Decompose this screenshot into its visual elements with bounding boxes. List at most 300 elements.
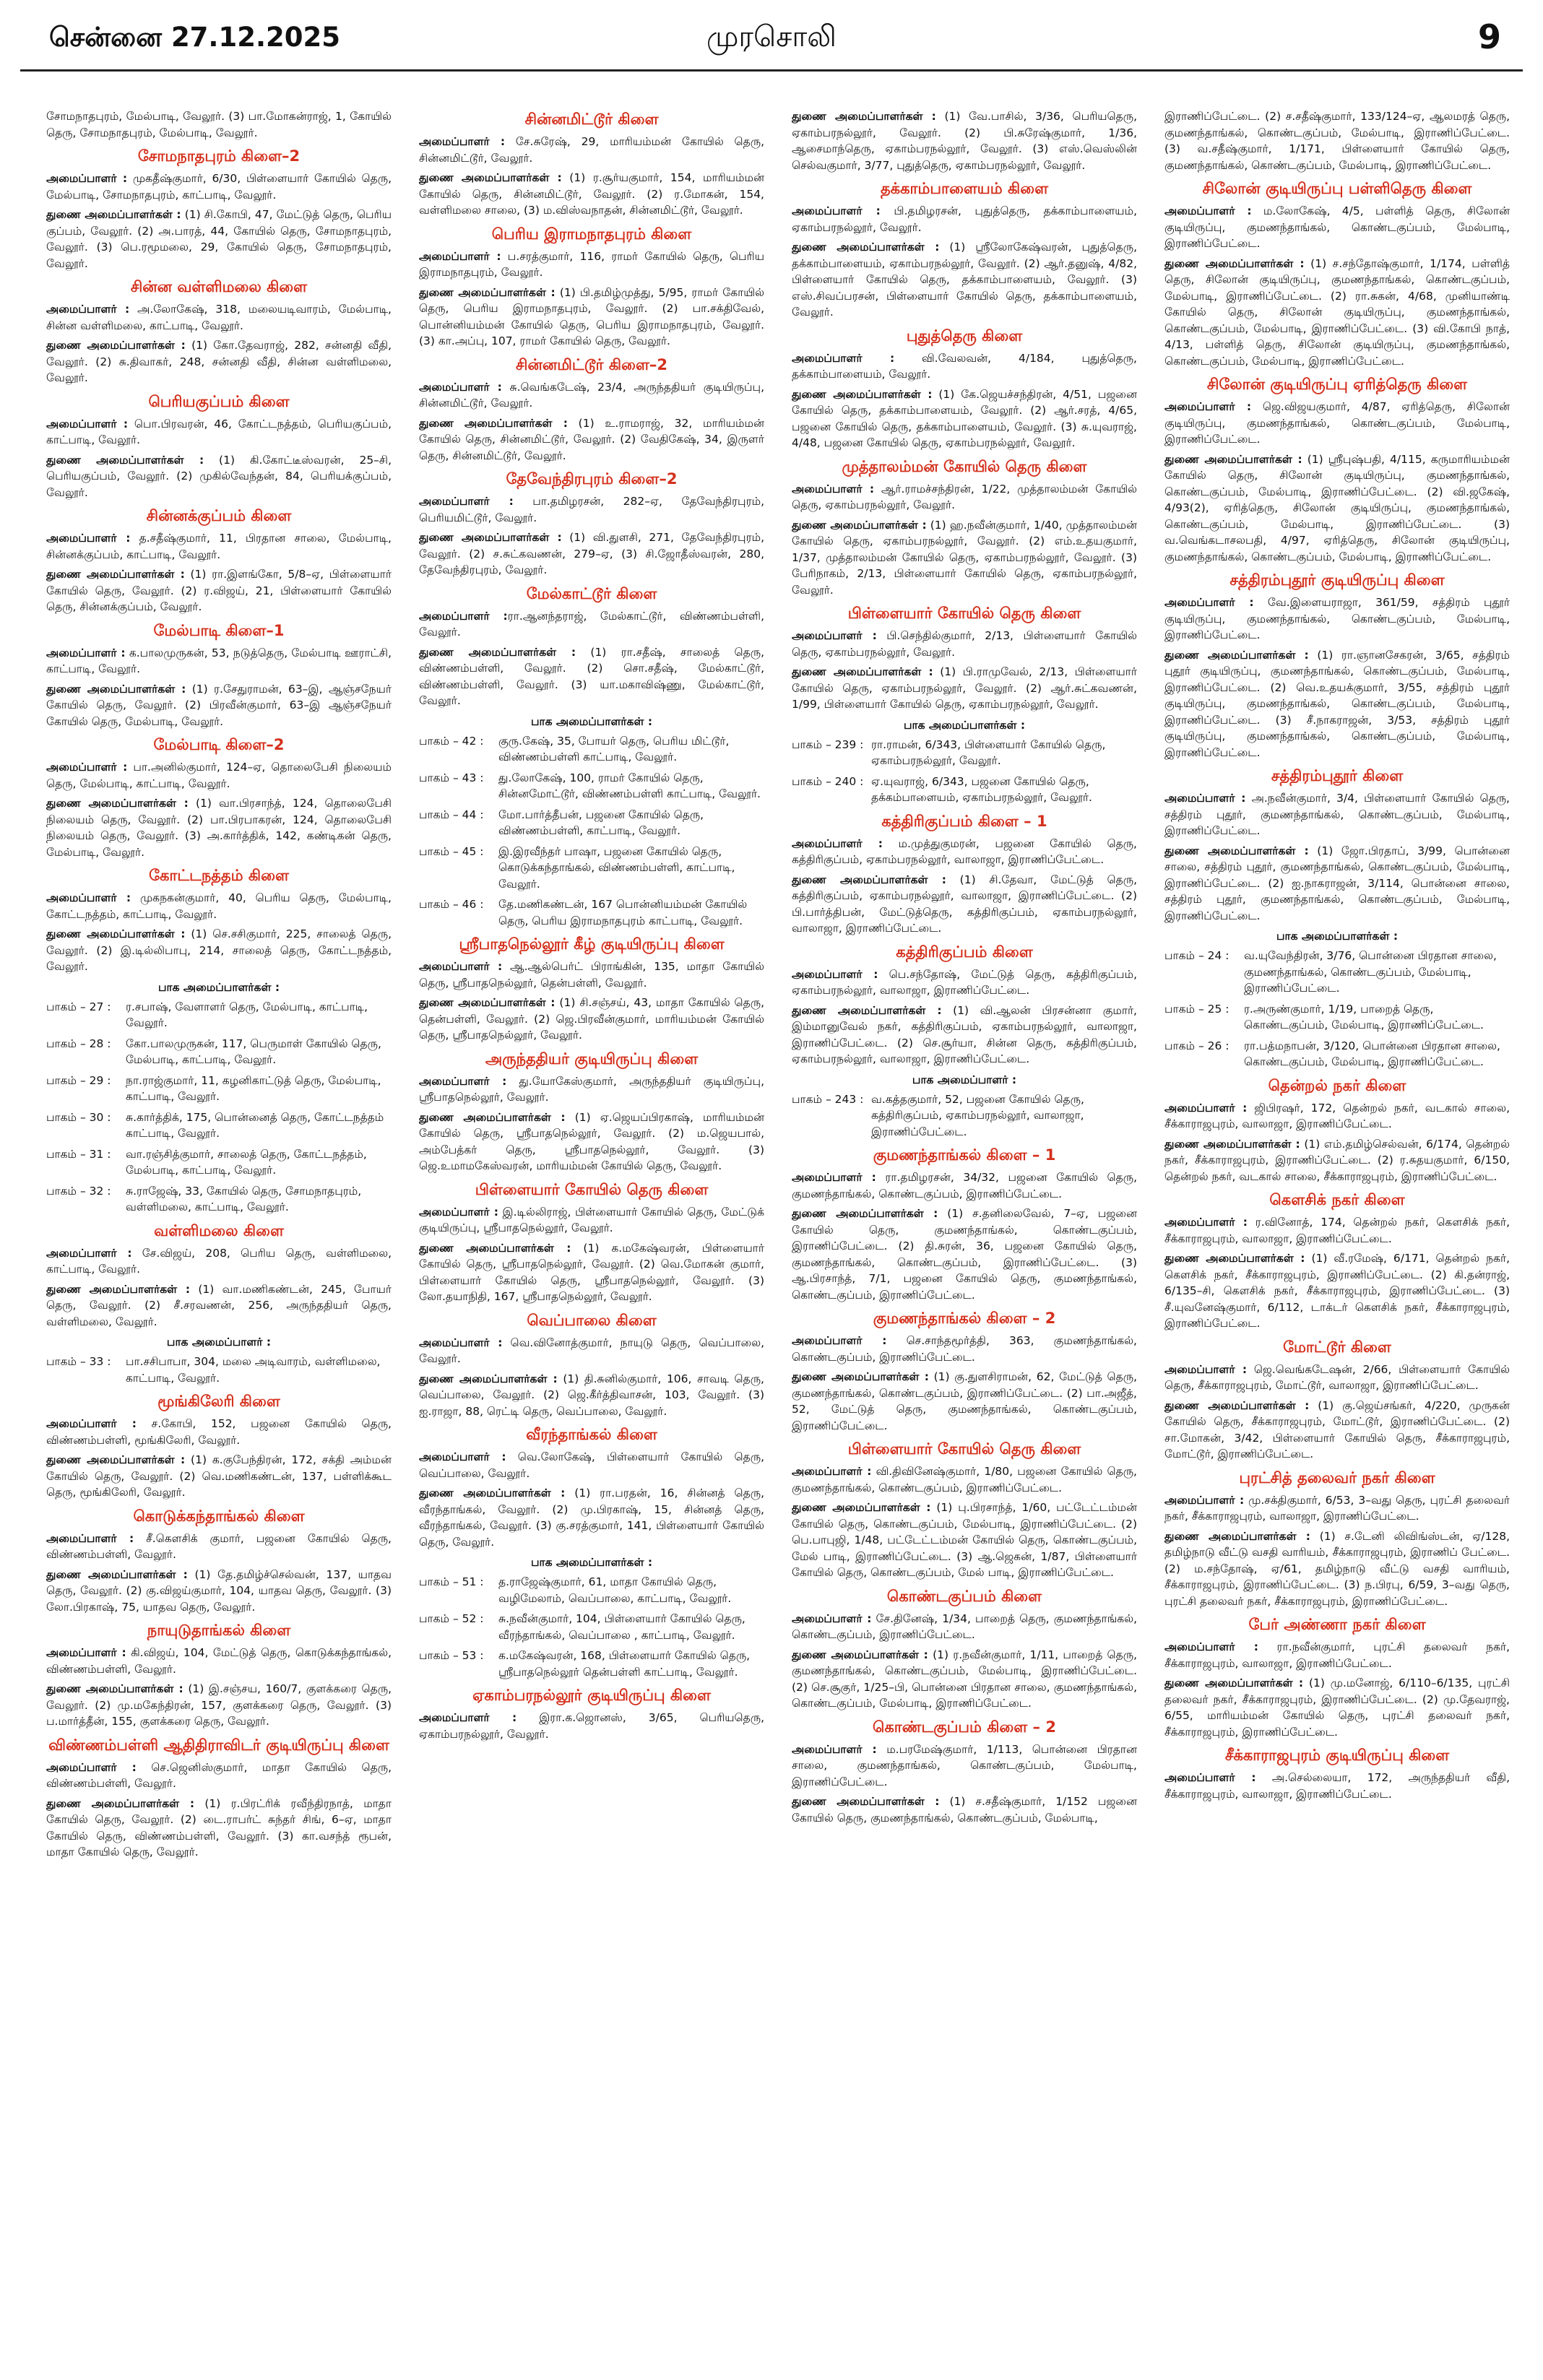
branch-section xyxy=(792,179,1137,321)
branch-section xyxy=(1164,1338,1510,1463)
booth-row xyxy=(46,1109,392,1142)
branch-section xyxy=(419,355,764,464)
branch-title: ஸ்ரீபாதநெல்லூர் கீழ் குடியிருப்பு கிளை xyxy=(459,935,725,953)
member-entry xyxy=(46,890,392,922)
branch-section xyxy=(46,621,392,730)
branch-section xyxy=(1164,766,1510,1070)
member-entry xyxy=(792,1169,1137,1202)
branch-section xyxy=(792,1440,1137,1581)
member-details: (1) ரா.இளங்கோ, 5/8–ஏ, பிள்ளையார் கோயில் தெரு, வேலூர். (2) ர.விஜய், 21, பிள்ளையார் கோயில் தெரு, சின்னக்குப்பம், வேலூர். xyxy=(46,568,392,613)
role-label: அமைப்பாளர் : xyxy=(792,1171,876,1184)
role-label: அமைப்பாளர் : xyxy=(46,1417,137,1430)
member-details: (1) ரா.ஞானசேகரன், 3/65, சத்திரம் புதூர் குடியிருப்பு, குமணந்தாங்கல், கொண்டகுப்பம், மேல்பாடி, இராணிப்பேட்டை. (2) வெ.உதயக்குமார், 3/55, சத்திரம் புதூர் குடியிருப்பு, குமணந்தாங்கல், கொண்டகுப்பம், மேல்பாடி, இராணிப்பேட்டை. (3) சீ.நாகராஜன், 3/53, சத்திரம் புதூர் குடியிருப்பு, குமணந்தாங்கல், கொண்டகுப்பம், மேல்பாடி, இராணிப்பேட்டை. xyxy=(1164,648,1510,759)
branch-title: வெப்பாலை கிளை xyxy=(527,1311,657,1329)
booth-organisers-heading: பாக அமைப்பாளர்கள் : xyxy=(530,1556,653,1569)
role-label: துணை அமைப்பாளர்கள் : xyxy=(792,387,933,401)
member-entry xyxy=(792,628,1137,660)
role-label: அமைப்பாளர் : xyxy=(1164,1216,1248,1229)
branch-section xyxy=(419,1686,764,1742)
role-label: துணை அமைப்பாளர்கள் : xyxy=(1164,1529,1310,1543)
branch-section xyxy=(792,1718,1137,1827)
role-label: துணை அமைப்பாளர்கள் : xyxy=(46,682,186,696)
role-label: அமைப்பாளர் : xyxy=(1164,596,1254,609)
member-entry xyxy=(419,1204,764,1237)
member-details: (1) ச.தனிலைவேல், 7–ஏ, பஜனை கோயில் தெரு, குமணந்தாங்கல், கொண்டகுப்பம், இராணிப்பேட்டை. (2) தி.சுரன், 36, பஜனை கோயில் தெரு, குமணந்தாங்கல், கொண்டகுப்பம், இராணிப்பேட்டை. (3) ஆ.பிரசாந்த், 7/1, பஜனை கோயில் தெரு, குமணந்தாங்கல், கொண்டகுப்பம், இராணிப்பேட்டை. xyxy=(792,1207,1137,1302)
booth-row xyxy=(419,896,764,929)
member-entry xyxy=(1164,1398,1510,1463)
branch-title: கொண்டகுப்பம் கிளை – 2 xyxy=(873,1718,1056,1736)
role-label: துணை அமைப்பாளர்கள் : xyxy=(419,645,576,659)
member-entry xyxy=(46,1452,392,1501)
member-entry xyxy=(46,1281,392,1330)
role-label: துணை அமைப்பாளர்கள் : xyxy=(419,531,562,544)
member-details: (1) கு.ஜெய்சங்கர், 4/220, முருகன் கோயில் தெரு, சீக்காராஜபுரம், மோட்டூர், இராணிப்பேட்டை. (2) சா.மோகன், 3/42, பிள்ளையார் கோயில் தெரு, சீக்காராஜபுரம், மோட்டூர், இராணிப்பேட்டை. xyxy=(1164,1398,1510,1461)
branch-title: சீக்காராஜபுரம் குடியிருப்பு கிளை xyxy=(1224,1747,1450,1764)
member-details: (1) சி.கோபி, 47, மேட்டுத் தெரு, பெரிய குப்பம், வேலூர். (2) அ.பாரத், 44, கோயில் தெரு, சோமநாதபுரம், வேலூர். (3) பெ.ரமூமலை, 29, கோயில் தெரு, சோமநாதபுரம், வேலூர். xyxy=(46,208,392,270)
role-label: துணை அமைப்பாளர்கள் : xyxy=(792,1370,929,1383)
member-entry xyxy=(46,759,392,792)
member-entry xyxy=(792,481,1137,514)
role-label: துணை அமைப்பாளர்கள் : xyxy=(419,1372,558,1385)
member-entry xyxy=(419,1449,764,1481)
member-details: (1) ஸ்ரீபுஷ்பதி, 4/115, கருமாரியம்மன் கோயில் தெரு, சிலோன் குடியிருப்பு, குமணந்தாங்கல், கொண்டகுப்பம், மேல்பாடி, இராணிப்பேட்டை. (2) வி.ஜகேஷ், 4/93(2), ஏரித்தெரு, சிலோன் குடியிருப்பு, குமணந்தாங்கல், கொண்டகுப்பம், மேல்பாடி, இராணிப்பேட்டை. (3) வ.வெங்கடாசலபதி, 4/97, ஏரித்தெரு, சிலோன் குடியிருப்பு, குமணந்தாங்கல், கொண்டகுப்பம், மேல்பாடி, இராணிப்பேட்டை. xyxy=(1164,452,1510,563)
booth-row xyxy=(1164,1038,1510,1070)
member-details: ப.சரத்குமார், 116, ராமர் கோயில் தெரு, பெரிய இராமநாதபுரம், வேலூர். xyxy=(419,249,764,279)
member-entry xyxy=(419,1335,764,1367)
branch-title: சின்ன வள்ளிமலை கிளை xyxy=(130,278,308,295)
booth-organisers-heading: பாக அமைப்பாளர்கள் : xyxy=(903,718,1026,732)
member-entry xyxy=(1164,256,1510,370)
branch-section xyxy=(1164,375,1510,565)
booth-organiser: ரா.ராமன், 6/343, பிள்ளையார் கோயில் தெரு, ஏகாம்பரநல்லூர், வேலூர். xyxy=(871,737,1106,767)
role-label: துணை அமைப்பாளர்கள் : xyxy=(792,665,933,678)
member-details: சே.விஜய், 208, பெரிய தெரு, வள்ளிமலை, காட்பாடி, வேலூர். xyxy=(46,1246,392,1276)
booth-number: பாகம் – 32 : xyxy=(46,1184,111,1198)
member-details: வி.வேலவன், 4/184, புதுத்தெரு, தக்காம்பாளையம், வேலூர். xyxy=(792,351,1137,381)
member-entry xyxy=(792,1500,1137,1581)
member-entry xyxy=(792,517,1137,599)
member-entry xyxy=(1164,1528,1510,1610)
branch-title: கொடுக்கந்தாங்கல் கிளை xyxy=(133,1507,305,1525)
member-entry xyxy=(1164,108,1510,173)
member-entry xyxy=(46,337,392,386)
member-entry xyxy=(46,795,392,860)
role-label: துணை அமைப்பாளர்கள் : xyxy=(46,208,181,221)
booth-organiser: ர.சபாஷ், வேளாளர் தெரு, மேல்பாடி, காட்பாடி, வேலூர். xyxy=(126,1000,368,1029)
member-entry xyxy=(792,108,1137,173)
role-label: அமைப்பாளர் : xyxy=(1164,400,1252,413)
role-label: துணை அமைப்பாளர்கள் : xyxy=(46,1796,195,1810)
booth-organiser: த.ராஜேஷ்குமார், 61, மாதா கோயில் தெரு, வழிமேலாம், வெப்பாலை, காட்பாடி, வேலூர். xyxy=(498,1575,732,1605)
member-details: முகநகன்குமார், 40, பெரிய தெரு, மேல்பாடி, கோட்டநத்தம், காட்பாடி, வேலூர். xyxy=(46,891,392,921)
member-entry xyxy=(46,1681,392,1730)
branch-title: குமணந்தாங்கல் கிளை – 2 xyxy=(873,1310,1056,1327)
member-details: இராணிப்பேட்டை. (2) ச.சதீஷ்குமார், 133/124–ஏ, ஆலமரத் தெரு, குமணந்தாங்கல், கொண்டகுப்பம், மேல்பாடி, இராணிப்பேட்டை. (3) வ.சதீஷ்குமார், 1/171, பிள்ளையார் கோயில் தெரு, குமணந்தாங்கல், கொண்டகுப்பம், மேல்பாடி, இராணிப்பேட்டை. xyxy=(1164,110,1510,172)
booth-row xyxy=(1164,1001,1510,1034)
role-label: அமைப்பாளர் : xyxy=(1164,792,1246,805)
branch-section xyxy=(46,1221,392,1387)
member-details: (1) இ.சஞ்சய, 160/7, குளக்கரை தெரு, வேலூர். (2) மு.மகேந்திரன், 157, குளக்கரை தெரு, வேலூர். (3) ப.மார்த்தீன், 155, குளக்கரை தெரு, வேலூர். xyxy=(46,1682,392,1728)
member-details: பி.செந்தில்குமார், 2/13, பிள்ளையார் கோயில் தெரு, ஏகாம்பரநல்லூர், வேலூர். xyxy=(792,629,1137,659)
member-details: வே.இளையராஜா, 361/59, சத்திரம் புதூர் குடியிருப்பு, குமணந்தாங்கல், கொண்டகுப்பம், மேல்பாடி, இராணிப்பேட்டை. xyxy=(1164,596,1510,641)
member-details: சு.வெங்கடேஷ், 23/4, அருந்ததியர் குடியிருப்பு, சின்னமிட்டூர், வேலூர். xyxy=(419,380,764,410)
member-details: அ.லோகேஷ், 318, மலையடிவாரம், மேல்பாடி, சின்ன வள்ளிமலை, காட்பாடி, வேலூர். xyxy=(46,303,392,332)
role-label: அமைப்பாளர் : xyxy=(792,204,881,217)
member-details: (1) மு.மனோஜ், 6/110–6/135, புரட்சி தலைவர் நகர், சீக்காராஜபுரம், இராணிப்பேட்டை. (2) மு.தேவராஜ், 6/55, மாரியம்மன் கோயில் தெரு, புரட்சி தலைவர் நகர், சீக்காராஜபுரம், இராணிப்பேட்டை. xyxy=(1164,1676,1510,1739)
booth-row xyxy=(792,737,1137,769)
member-details: ம.பரமேஷ்குமார், 1/113, பொன்னை பிரதான சாலை, குமணந்தாங்கல், கொண்டகுப்பம், மேல்பாடி, இராணிப்பேட்டை. xyxy=(792,1742,1137,1788)
role-label: அமைப்பாளர் : xyxy=(46,532,131,545)
member-details: (1) வி.துளசி, 271, தேவேந்திரபுரம், வேலூர். (2) ச.சுட்கவணன், 279–ஏ, (3) சி.ஜோதீஸ்வரன், 280, தேவேந்திரபுரம், வேலூர். xyxy=(419,531,764,576)
branch-title: பெரியகுப்பம் கிளை xyxy=(148,392,290,410)
member-details: (1) வீ.ரமேஷ், 6/171, தென்றல் நகர், கௌசிக் நகர், சீக்காராஜபுரம், இராணிப்பேட்டை. (2) கி.தன்ராஜ், 6/135–சி, கௌசிக் நகர், சீக்காராஜபுரம், இராணிப்பேட்டை. (3) சீ.யுவனேஷ்குமார், 6/112, டாக்டர் கௌசிக் நகர், சீக்காராஜபுரம், இராணிப்பேட்டை. xyxy=(1164,1252,1510,1330)
role-label: அமைப்பாளர் : xyxy=(792,1742,877,1756)
member-entry xyxy=(419,493,764,526)
member-details: து.யோகேஸ்குமார், அருந்ததியர் குடியிருப்பு, ஸ்ரீபாதநெல்லூர், வேலூர். xyxy=(419,1074,764,1104)
branch-section xyxy=(792,604,1137,806)
branch-title: சின்னமிட்டூர் கிளை xyxy=(524,111,659,128)
member-entry xyxy=(1164,1250,1510,1332)
member-entry xyxy=(792,1647,1137,1712)
booth-organiser: வ.யுவேந்திரன், 3/76, பொன்னை பிரதான சாலை, குமணந்தாங்கல், கொண்டகுப்பம், மேல்பாடி, இராணிப்பேட்டை. xyxy=(1244,949,1497,995)
booth-number: பாகம் – 45 : xyxy=(419,844,484,858)
member-entry xyxy=(46,108,392,141)
role-label: துணை அமைப்பாளர்கள் : xyxy=(792,110,936,123)
member-entry xyxy=(46,1796,392,1861)
member-entry xyxy=(46,681,392,730)
member-entry xyxy=(46,926,392,975)
booth-organiser: க.மகேஷ்வரன், 168, பிள்ளையார் கோயில் தெரு, ஸ்ரீபாதநெல்லூர் தென்பள்ளி காட்பாடி, வேலூர். xyxy=(498,1649,751,1679)
member-details: (1) ஜோ.பிரதாப், 3/99, பொன்னை சாலை, சத்திரம் புதூர், குமணந்தாங்கல், கொண்டகுப்பம், மேல்பாடி, இராணிப்பேட்டை. (2) ஐ.நாகராஜன், 3/114, பொன்னை சாலை, சத்திரம் புதூர், குமணந்தாங்கல், கொண்டகுப்பம், மேல்பாடி, இராணிப்பேட்டை. xyxy=(1164,844,1510,922)
role-label: துணை அமைப்பாளர்கள் : xyxy=(1164,452,1302,466)
branch-title: பிள்ளையார் கோயில் தெரு கிளை xyxy=(847,605,1081,622)
branch-title: மூங்கிலேரி கிளை xyxy=(157,1393,280,1410)
member-entry xyxy=(419,1710,764,1742)
booth-number: பாகம் – 44 : xyxy=(419,808,484,821)
branch-title: நாயுடுதாங்கல் கிளை xyxy=(147,1622,291,1639)
member-details: வெ.லோகேஷ், பிள்ளையார் கோயில் தெரு, வெப்பாலை, வேலூர். xyxy=(419,1450,764,1480)
member-entry xyxy=(419,608,764,641)
member-entry xyxy=(46,1416,392,1448)
member-entry xyxy=(46,207,392,272)
role-label: அமைப்பாளர் : xyxy=(792,629,877,642)
member-details: (1) பி.தமிழ்முத்து, 5/95, ராமர் கோயில் தெரு, பெரிய இராமநாதபுரம், வேலூர். (2) பா.சக்திவேல், பொன்னியம்மன் கோயில் தெரு, பெரிய இராமநாதபுரம், வேலூர். (3) கா.அப்பு, 107, ராமர் கோயில் தெரு, வேலூர். xyxy=(419,285,764,347)
member-details: (1) ரா.சதீஷ், சாலைத் தெரு, விண்ணம்பள்ளி, வேலூர். (2) சொ.சதீஷ், மேல்காட்டூர், விண்ணம்பள்ளி, வேலூர். (3) யா.மகாவிஷ்ணு, மேல்காட்டூர், வேலூர். xyxy=(419,645,764,707)
member-details: பி.தமிழரசன், புதுத்தெரு, தக்காம்பாளையம், ஏகாம்பரநல்லூர், வேலூர். xyxy=(792,204,1137,234)
booth-organiser: சு.நவீன்குமார், 104, பிள்ளையார் கோயில் தெரு, வீரந்தாங்கல், வெப்பாலை , காட்பாடி, வேலூர். xyxy=(498,1612,745,1642)
role-label: அமைப்பாளர் : xyxy=(792,836,883,850)
role-label: அமைப்பாளர் : xyxy=(1164,1493,1245,1507)
branch-title: சோமநாதபுரம் கிளை–2 xyxy=(137,147,301,165)
role-label: அமைப்பாளர் : xyxy=(419,380,502,394)
booth-number: பாகம் – 243 : xyxy=(792,1092,864,1106)
booth-number: பாகம் – 31 : xyxy=(46,1147,111,1161)
role-label: துணை அமைப்பாளர்கள் : xyxy=(419,285,556,299)
masthead xyxy=(20,9,1523,71)
member-details: (1) கி.கோட்டீஸ்வரன், 25–சி, பெரியகுப்பம், வேலூர். (2) முகில்வேந்தன், 84, பெரியக்குப்பம், வேலூர். xyxy=(46,453,392,499)
booth-organiser: வ.கத்தகுமார், 52, பஜனை கோயில் தெரு, கத்திரிகுப்பம், ஏகாம்பரநல்லூர், வாலாஜா, இராணிப்பேட்டை. xyxy=(871,1092,1084,1138)
booth-row xyxy=(419,770,764,802)
booth-number: பாகம் – 29 : xyxy=(46,1073,111,1087)
role-label: அமைப்பாளர் : xyxy=(419,1711,517,1724)
member-entry xyxy=(419,170,764,219)
member-entry xyxy=(1164,203,1510,252)
role-label: அமைப்பாளர் : xyxy=(1164,1640,1258,1653)
booth-organiser: தே.மணிகண்டன், 167 பொன்னியம்மன் கோயில் தெரு, பெரிய இராமநாதபுரம் காட்பாடி, வேலூர். xyxy=(498,898,748,927)
role-label: துணை அமைப்பாளர்கள் : xyxy=(46,927,186,940)
booth-number: பாகம் – 239 : xyxy=(792,737,864,751)
member-entry xyxy=(46,1567,392,1616)
member-details: (1) க.மகேஷ்வரன், பிள்ளையார் கோயில் தெரு, ஸ்ரீபாதநெல்லூர், வேலூர். (2) வெ.மோகன் குமார், பிள்ளையார் கோயில் தெரு, ஸ்ரீபாதநெல்லூர், வேலூர். (3) லோ.தயாநிதி, 167, ஸ்ரீபாதநெல்லூர், வேலூர். xyxy=(419,1241,764,1303)
member-details: (1) கு.துளசிராமன், 62, மேட்டுத் தெரு, குமணந்தாங்கல், கொண்டகுப்பம், இராணிப்பேட்டை. (2) பா.அஜீத், 52, மேட்டுத் தெரு, குமணந்தாங்கல், கொண்டகுப்பம், இராணிப்பேட்டை. xyxy=(792,1370,1137,1432)
booth-number: பாகம் – 42 : xyxy=(419,734,484,748)
branch-section xyxy=(46,1736,392,1861)
member-entry xyxy=(46,566,392,615)
member-details: ம.முத்துகுமரன், பஜனை கோயில் தெரு, கத்திரிகுப்பம், ஏகாம்பரநல்லூர், வாலாஜா, இராணிப்பேட்டை. xyxy=(792,836,1137,866)
branch-section xyxy=(46,735,392,860)
member-entry xyxy=(46,452,392,501)
member-entry xyxy=(46,1760,392,1792)
booth-organiser: பா.சசிபாபா, 304, மலை அடிவாரம், வள்ளிமலை, காட்பாடி, வேலூர். xyxy=(126,1355,381,1385)
booth-number: பாகம் – 51 : xyxy=(419,1575,484,1588)
role-label: அமைப்பாளர் : xyxy=(1164,1362,1248,1376)
role-label: அமைப்பாளர் : xyxy=(46,417,129,430)
member-entry xyxy=(792,836,1137,868)
member-details: பெ.சந்தோஷ், மேட்டுத் தெரு, கத்திரிகுப்பம், ஏகாம்பரநல்லூர், வாலாஜா, இராணிப்பேட்டை. xyxy=(792,967,1137,997)
role-label: துணை அமைப்பாளர்கள் : xyxy=(792,518,927,532)
member-details: (1) உ.ராமராஜ், 32, மாரியம்மன் கோயில் தெரு, சின்னமிட்டூர், வேலூர். (2) வேதிகேஷ், 34, இருளர் தெரு, சின்னமிட்டூர், வேலூர். xyxy=(419,416,764,462)
member-entry xyxy=(46,1531,392,1563)
booth-organiser: இ.இரவீந்தர் பாஷா, பஜனை கோயில் தெரு, கொடுக்கந்தாங்கல், விண்ணம்பள்ளி, காட்பாடி, வேலூர். xyxy=(498,844,735,891)
member-details: (1) பு.பிரசாந்த், 1/60, பட்டேட்டம்மன் கோயில் தெரு, கொண்டகுப்பம், மேல்பாடி, இராணிப்பேட்டை. (2) பெ.பாபுஜி, 1/48, பட்டேட்டம்மன் கோயில் தெரு, கொண்டகுப்பம், மேல் பாடி, இராணிப்பேட்டை. (3) ஆ.ஜெகன், 1/87, பிள்ளையார் கோயில் தெரு, கொண்டகுப்பம், மேல் பாடி, இராணிப்பேட்டை. xyxy=(792,1501,1137,1579)
member-entry xyxy=(419,529,764,579)
article-columns xyxy=(46,108,1513,2369)
booth-organiser: து.லோகேஷ், 100, ராமர் கோயில் தெரு, சின்னமோட்டூர், விண்ணம்பள்ளி காட்பாடி, வேலூர். xyxy=(498,771,761,800)
branch-title: மேல்பாடி கிளை–1 xyxy=(153,621,285,639)
member-entry xyxy=(1164,843,1510,925)
branch-title: அருந்ததியர் குடியிருப்பு கிளை xyxy=(485,1050,699,1068)
member-details: (1) ச.டேனி லிவிங்ஸ்டன், ஏ/128, தமிழ்நாடு வீட்டு வசதி வாரியம், சீக்காராஜபுரம், இராணிப் பேட்டை. (2) ம.சந்தோஷ், ஏ/61, தமிழ்நாடு வீட்டு வசதி வாரியம், சீக்காராஜபுரம், இராணிப்பேட்டை. (3) ந.பிரபு, 6/59, 3–வது தெரு, புரட்சி தலைவர் நகர், சீக்காராஜபுரம், இராணிப்பேட்டை. xyxy=(1164,1529,1510,1608)
member-details: க.பாலமுருகன், 53, நடுத்தெரு, மேல்பாடி ஊராட்சி, காட்பாடி, வேலூர். xyxy=(46,646,392,675)
booth-organisers-heading: பாக அமைப்பாளர்கள் : xyxy=(157,980,280,994)
role-label: துணை அமைப்பாளர்கள் : xyxy=(46,1682,183,1695)
booth-row xyxy=(46,1036,392,1068)
branch-section xyxy=(46,1392,392,1501)
branch-title: தேவேந்திரபுரம் கிளை–2 xyxy=(506,470,678,488)
member-details: (1) ர.சூர்யகுமார், 154, மாரியம்மன் கோயில் தெரு, சின்னமிட்டூர், வேலூர். (2) ர.மோகன், 154, வள்ளிமலை சாலை, (3) ம.விஸ்வநாதன், சின்னமிட்டூர், வேலூர். xyxy=(419,171,764,217)
member-details: சே.சுரேஷ், 29, மாரியம்மன் கோயில் தெரு, சின்னமிட்டூர், வேலூர். xyxy=(419,135,764,165)
member-details: (1) தே.தமிழ்ச்செல்வன், 137, யாதவ தெரு, வேலூர். (2) கு.விஜய்குமார், 104, யாதவ தெரு, வேலூர். (3) லோ.பிரகாஷ், 75, யாதவ தெரு, வேலூர். xyxy=(46,1567,392,1614)
member-entry xyxy=(792,664,1137,713)
member-entry xyxy=(792,1206,1137,1303)
member-entry xyxy=(419,644,764,709)
role-label: அமைப்பாளர் : xyxy=(792,1334,887,1347)
branch-section xyxy=(46,108,392,141)
member-entry xyxy=(419,285,764,350)
role-label: துணை அமைப்பாளர்கள் : xyxy=(46,568,185,581)
member-entry xyxy=(792,203,1137,235)
role-label: அமைப்பாளர் : xyxy=(46,1246,132,1260)
role-label: துணை அமைப்பாளர்கள் : xyxy=(792,1795,940,1808)
role-label: துணை அமைப்பாளர்கள் : xyxy=(46,339,186,352)
branch-title: விண்ணம்பள்ளி ஆதிதிராவிடர் குடியிருப்பு கிளை xyxy=(48,1736,389,1754)
branch-section xyxy=(792,1309,1137,1434)
member-details: (1) பி.ராமுவேல், 2/13, பிள்ளையார் கோயில் தெரு, ஏகாம்பரநல்லூர், வேலூர். (2) ஆர்.சுட்கவணன், 1/99, பிள்ளையார் கோயில் தெரு, ஏகாம்பரநல்லூர், வேலூர். xyxy=(792,665,1137,711)
member-entry xyxy=(46,645,392,678)
branch-section xyxy=(46,1507,392,1616)
branch-title: புரட்சித் தலைவர் நகர் கிளை xyxy=(1239,1468,1435,1487)
member-details: ரா.தமிழரசன், 34/32, பஜனை கோயில் தெரு, குமணந்தாங்கல், கொண்டகுப்பம், இராணிப்பேட்டை. xyxy=(792,1171,1137,1200)
member-entry xyxy=(1164,1100,1510,1133)
role-label: துணை அமைப்பாளர்கள் : xyxy=(792,241,940,254)
member-entry xyxy=(1164,451,1510,566)
member-details: ம.லோகேஷ், 4/5, பள்ளித் தெரு, சிலோன் குடியிருப்பு, குமணந்தாங்கல், கொண்டகுப்பம், மேல்பாடி, இராணிப்பேட்டை. xyxy=(1164,204,1510,250)
branch-section xyxy=(46,392,392,501)
role-label: துணை அமைப்பாளர்கள் : xyxy=(1164,1137,1300,1151)
member-entry xyxy=(46,1645,392,1677)
booth-row xyxy=(46,999,392,1031)
booth-row xyxy=(46,1073,392,1105)
member-details: (1) ர.பிரட்ரிக் ரவீந்திரநாத், மாதா கோயில் தெரு, வேலூர். (2) டை.ராபர்ட் சுந்தர் சிங், 6–ஏ, மாதா கோயில் தெரு, விண்ணம்பள்ளி, வேலூர். (3) கா.வசந்த் ரூபன், மாதா கோயில் தெரு, வேலூர். xyxy=(46,1796,392,1858)
role-label: துணை அமைப்பாளர்கள் : xyxy=(46,797,189,810)
member-details: சே.தினேஷ், 1/34, பாறைத் தெரு, குமணந்தாங்கல், கொண்டகுப்பம், இராணிப்பேட்டை. xyxy=(792,1611,1137,1641)
branch-section xyxy=(792,812,1137,937)
branch-title: ஏகாம்பரநல்லூர் குடியிருப்பு கிளை xyxy=(472,1687,711,1704)
branch-section xyxy=(1164,1615,1510,1740)
role-label: அமைப்பாளர் : xyxy=(419,495,514,508)
member-entry xyxy=(46,530,392,563)
member-details: (1) ச.சதீஷ்குமார், 1/152 பஜனை கோயில் தெரு, குமணந்தாங்கல், கொண்டகுப்பம், மேல்பாடி, xyxy=(792,1795,1137,1825)
member-entry xyxy=(1164,790,1510,839)
member-details: (1) ஸ்ரீலோகேஷ்வரன், புதுத்தெரு, தக்காம்பாளையம், ஏகாம்பரநல்லூர், வேலூர். (2) ஆர்.தனுஷ், 4/82, பிள்ளையார் கோயில் தெரு, தக்காம்பாளையம், வேலூர். (3) எஸ்.சிவப்பரசன், பிள்ளையார் கோயில் தெரு, தக்காம்பாளையம், வேலூர். xyxy=(792,241,1137,319)
branch-title: கோட்டநத்தம் கிளை xyxy=(149,867,289,884)
booth-organiser: சு.கார்த்திக், 175, பொன்னைத் தெரு, கோட்டநத்தம் காட்பாடி, வேலூர். xyxy=(126,1110,384,1140)
role-label: துணை அமைப்பாளர்கள் : xyxy=(419,416,568,430)
member-details: செ.சாந்தமூர்த்தி, 363, குமணந்தாங்கல், கொண்டகுப்பம், இராணிப்பேட்டை. xyxy=(792,1334,1137,1364)
role-label: அமைப்பாளர் : xyxy=(792,482,875,496)
branch-title: குமணந்தாங்கல் கிளை – 1 xyxy=(873,1146,1056,1164)
booth-number: பாகம் – 52 : xyxy=(419,1612,484,1625)
branch-section xyxy=(46,277,392,386)
role-label: துணை அமைப்பாளர்கள் : xyxy=(419,1487,566,1500)
member-details: ரா.ஆனந்தராஜ், மேல்காட்டூர், விண்ணம்பள்ளி, வேலூர். xyxy=(419,609,764,639)
member-entry xyxy=(1164,1639,1510,1671)
branch-title: மேல்காட்டூர் கிளை xyxy=(526,584,657,602)
branch-section xyxy=(419,1311,764,1420)
member-entry xyxy=(792,966,1137,999)
booth-row xyxy=(419,844,764,893)
branch-section xyxy=(1164,108,1510,173)
column-2 xyxy=(419,108,764,2369)
role-label: அமைப்பாளர் : xyxy=(46,1531,134,1545)
member-entry xyxy=(792,1333,1137,1365)
member-details: த.சதீஷ்குமார், 11, பிரதான சாலை, மேல்பாடி, சின்னக்குப்பம், காட்பாடி, வேலூர். xyxy=(46,532,392,561)
member-details: வி.திவினேஷ்குமார், 1/80, பஜனை கோயில் தெரு, குமணந்தாங்கல், கொண்டகுப்பம், இராணிப்பேட்டை. xyxy=(792,1465,1137,1494)
role-label: அமைப்பாளர் : xyxy=(1164,1101,1248,1115)
branch-section xyxy=(46,506,392,615)
member-details: அ.நவீன்குமார், 3/4, பிள்ளையார் கோயில் தெரு, சத்திரம் புதூர், குமணந்தாங்கல், கொண்டகுப்பம், மேல்பாடி, இராணிப்பேட்டை. xyxy=(1164,792,1510,837)
role-label: துணை அமைப்பாளர்கள் : xyxy=(792,1501,931,1514)
branch-title: தக்காம்பாளையம் கிளை xyxy=(880,180,1049,197)
role-label: அமைப்பாளர் : xyxy=(1164,204,1252,217)
booth-number: பாகம் – 25 : xyxy=(1164,1002,1229,1016)
branch-section xyxy=(1164,179,1510,369)
member-entry xyxy=(792,1793,1137,1826)
booth-number: பாகம் – 33 : xyxy=(46,1355,111,1368)
booth-organiser: கோ.பாலமுருகன், 117, பெருமாள் கோயில் தெரு, மேல்பாடி, காட்பாடி, வேலூர். xyxy=(126,1037,381,1066)
role-label: துணை அமைப்பாளர்கள் : xyxy=(792,1207,938,1220)
booth-organiser: ர.அருண்குமார், 1/19, பாறைத் தெரு, கொண்டகுப்பம், மேல்பாடி, இராணிப்பேட்டை. xyxy=(1244,1002,1484,1031)
masthead-rule xyxy=(20,69,1523,72)
member-entry xyxy=(419,1240,764,1305)
role-label: அமைப்பாளர் : xyxy=(792,1465,872,1478)
role-label: அமைப்பாளர் : xyxy=(419,1205,498,1219)
member-entry xyxy=(46,170,392,203)
branch-section xyxy=(46,147,392,272)
branch-section xyxy=(419,110,764,219)
booth-number: பாகம் – 28 : xyxy=(46,1037,111,1050)
booth-row xyxy=(419,1574,764,1606)
role-label: அமைப்பாளர் : xyxy=(792,967,878,981)
member-details: (1) சி.சஞ்சய், 43, மாதா கோயில் தெரு, தென்பள்ளி, வேலூர். (2) ஜெ.பிரவீன்குமார், மாரியம்மன் கோயில் தெரு, ஸ்ரீபாதநெல்லூர், வேலூர். xyxy=(419,996,764,1042)
member-entry xyxy=(46,301,392,334)
page-number: 9 xyxy=(1477,17,1501,56)
role-label: துணை அமைப்பாளர்கள் : xyxy=(1164,844,1309,857)
branch-title: சின்னக்குப்பம் கிளை xyxy=(146,507,292,524)
member-entry xyxy=(419,379,764,412)
member-entry xyxy=(792,239,1137,321)
branch-title: கத்திரிகுப்பம் கிளை xyxy=(896,943,1033,961)
member-details: செ.ஜெனிஸ்குமார், மாதா கோயில் தெரு, விண்ணம்பள்ளி, வேலூர். xyxy=(46,1760,392,1790)
booth-organiser: குரு.கேஷ், 35, போயர் தெரு, பெரிய மிட்டூர், விண்ணம்பள்ளி காட்பாடி, வேலூர். xyxy=(498,734,730,763)
member-entry xyxy=(419,1485,764,1550)
member-entry xyxy=(1164,1770,1510,1802)
role-label: துணை அமைப்பாளர்கள் : xyxy=(46,1282,191,1296)
member-details: ஆர்.ராமச்சந்திரன், 1/22, முத்தாலம்மன் கோயில் தெரு, ஏகாம்பரநல்லூர், வேலூர். xyxy=(792,482,1137,511)
branch-section xyxy=(46,1621,392,1730)
booth-number: பாகம் – 53 : xyxy=(419,1649,484,1662)
booth-organisers-heading: பாக அமைப்பாளர்கள் : xyxy=(530,714,653,728)
member-details: முகதீஷ்குமார், 6/30, பிள்ளையார் கோயில் தெரு, மேல்பாடி, சோமநாதபுரம், காட்பாடி, வேலூர். xyxy=(46,172,392,202)
branch-title: சத்திரம்புதூர் கிளை xyxy=(1271,767,1404,784)
member-details: (1) ச.சந்தோஷ்குமார், 1/174, பள்ளித் தெரு, சிலோன் குடியிருப்பு, குமணந்தாங்கல், கொண்டகுப்பம், மேல்பாடி, இராணிப்பேட்டை. (2) ரா.சுகன், 4/68, முனியாண்டி கோயில் தெரு, சிலோன் குடியிருப்பு, குமணந்தாங்கல், கொண்டகுப்பம், மேல்பாடி, இராணிப்பேட்டை. (3) வி.கோபி நாத், 4/13, பள்ளித் தெரு, சிலோன் குடியிருப்பு, குமணந்தாங்கல், கொண்டகுப்பம், மேல்பாடி, இராணிப்பேட்டை. xyxy=(1164,256,1510,368)
role-label: துணை அமைப்பாளர்கள் : xyxy=(792,1003,942,1017)
branch-section xyxy=(419,1425,764,1680)
edition-date: சென்னை 27.12.2025 xyxy=(49,22,341,53)
booth-organisers-heading: பாக அமைப்பாளர் : xyxy=(912,1073,1017,1086)
member-entry xyxy=(1164,647,1510,761)
member-entry xyxy=(792,1369,1137,1434)
member-details: (1) வே.பாசில், 3/36, பெரியதெரு, ஏகாம்பரநல்லூர், வேலூர். (2) பி.சுரேஷ்குமார், 1/36, ஆசைமாந்தெரு, ஏகாம்பரநல்லூர், வேலூர். (3) எஸ்.வெஸ்லின் செல்வகுமார், 3/77, புதுத்தெரு, ஏகாம்பரநல்லூர், வேலூர். xyxy=(792,110,1137,172)
role-label: துணை அமைப்பாளர்கள் : xyxy=(46,453,204,467)
role-label: அமைப்பாளர் : xyxy=(46,1646,126,1659)
booth-organiser: சு.ராஜேஷ், 33, கோயில் தெரு, சோமநாதபுரம், வள்ளிமலை, காட்பாடி, வேலூர். xyxy=(126,1184,362,1213)
member-details: (1) எம்.தமிழ்செல்வன், 6/174, தென்றல் நகர், சீக்காராஜபுரம், இராணிப்பேட்டை. (2) ர.சுதயகுமார், 6/150, தென்றல் நகர், வடகால் சாலை, சீக்காராஜபுரம், இராணிப்பேட்டை. xyxy=(1164,1137,1510,1183)
role-label: அமைப்பாளர் : xyxy=(46,761,128,774)
member-details: (1) சி.தேவா, மேட்டுத் தெரு, கத்திரிகுப்பம், ஏகாம்பரநல்லூர், வாலாஜா, இராணிப்பேட்டை. (2) பி.பார்த்திபன், மேட்டுத்தெரு, கத்திரிகுப்பம், ஏகாம்பரநல்லூர், வாலாஜா, இராணிப்பேட்டை. xyxy=(792,873,1137,935)
branch-title: பிள்ளையார் கோயில் தெரு கிளை xyxy=(847,1440,1081,1458)
member-entry xyxy=(1164,1492,1510,1525)
booth-row xyxy=(46,1354,392,1386)
branch-title: முத்தாலம்மன் கோயில் தெரு கிளை xyxy=(842,457,1087,475)
branch-section xyxy=(419,1180,764,1305)
role-label: அமைப்பாளர் : xyxy=(792,1611,872,1625)
member-details: சோமநாதபுரம், மேல்பாடி, வேலூர். (3) பா.மோகன்ராஜ், 1, கோயில் தெரு, சோமநாதபுரம், மேல்பாடி, வேலூர். xyxy=(46,110,392,139)
member-details: (1) வா.பிரசாந்த், 124, தொலைபேசி நிலையம் தெரு, வேலூர். (2) பா.பிரபாகரன், 124, தொலைபேசி நிலையம் தெரு, வேலூர். (3) அ.கார்த்திக், 142, கண்டிகன் தெரு, மேல்பாடி, வேலூர். xyxy=(46,797,392,859)
branch-section xyxy=(1164,1076,1510,1185)
booth-row xyxy=(1164,948,1510,997)
member-details: மு.சக்திகுமார், 6/53, 3–வது தெரு, புரட்சி தலைவர் நகர், சீக்காராஜபுரம், வாலாஜா, இராணிப்பேட்டை. xyxy=(1164,1493,1510,1523)
